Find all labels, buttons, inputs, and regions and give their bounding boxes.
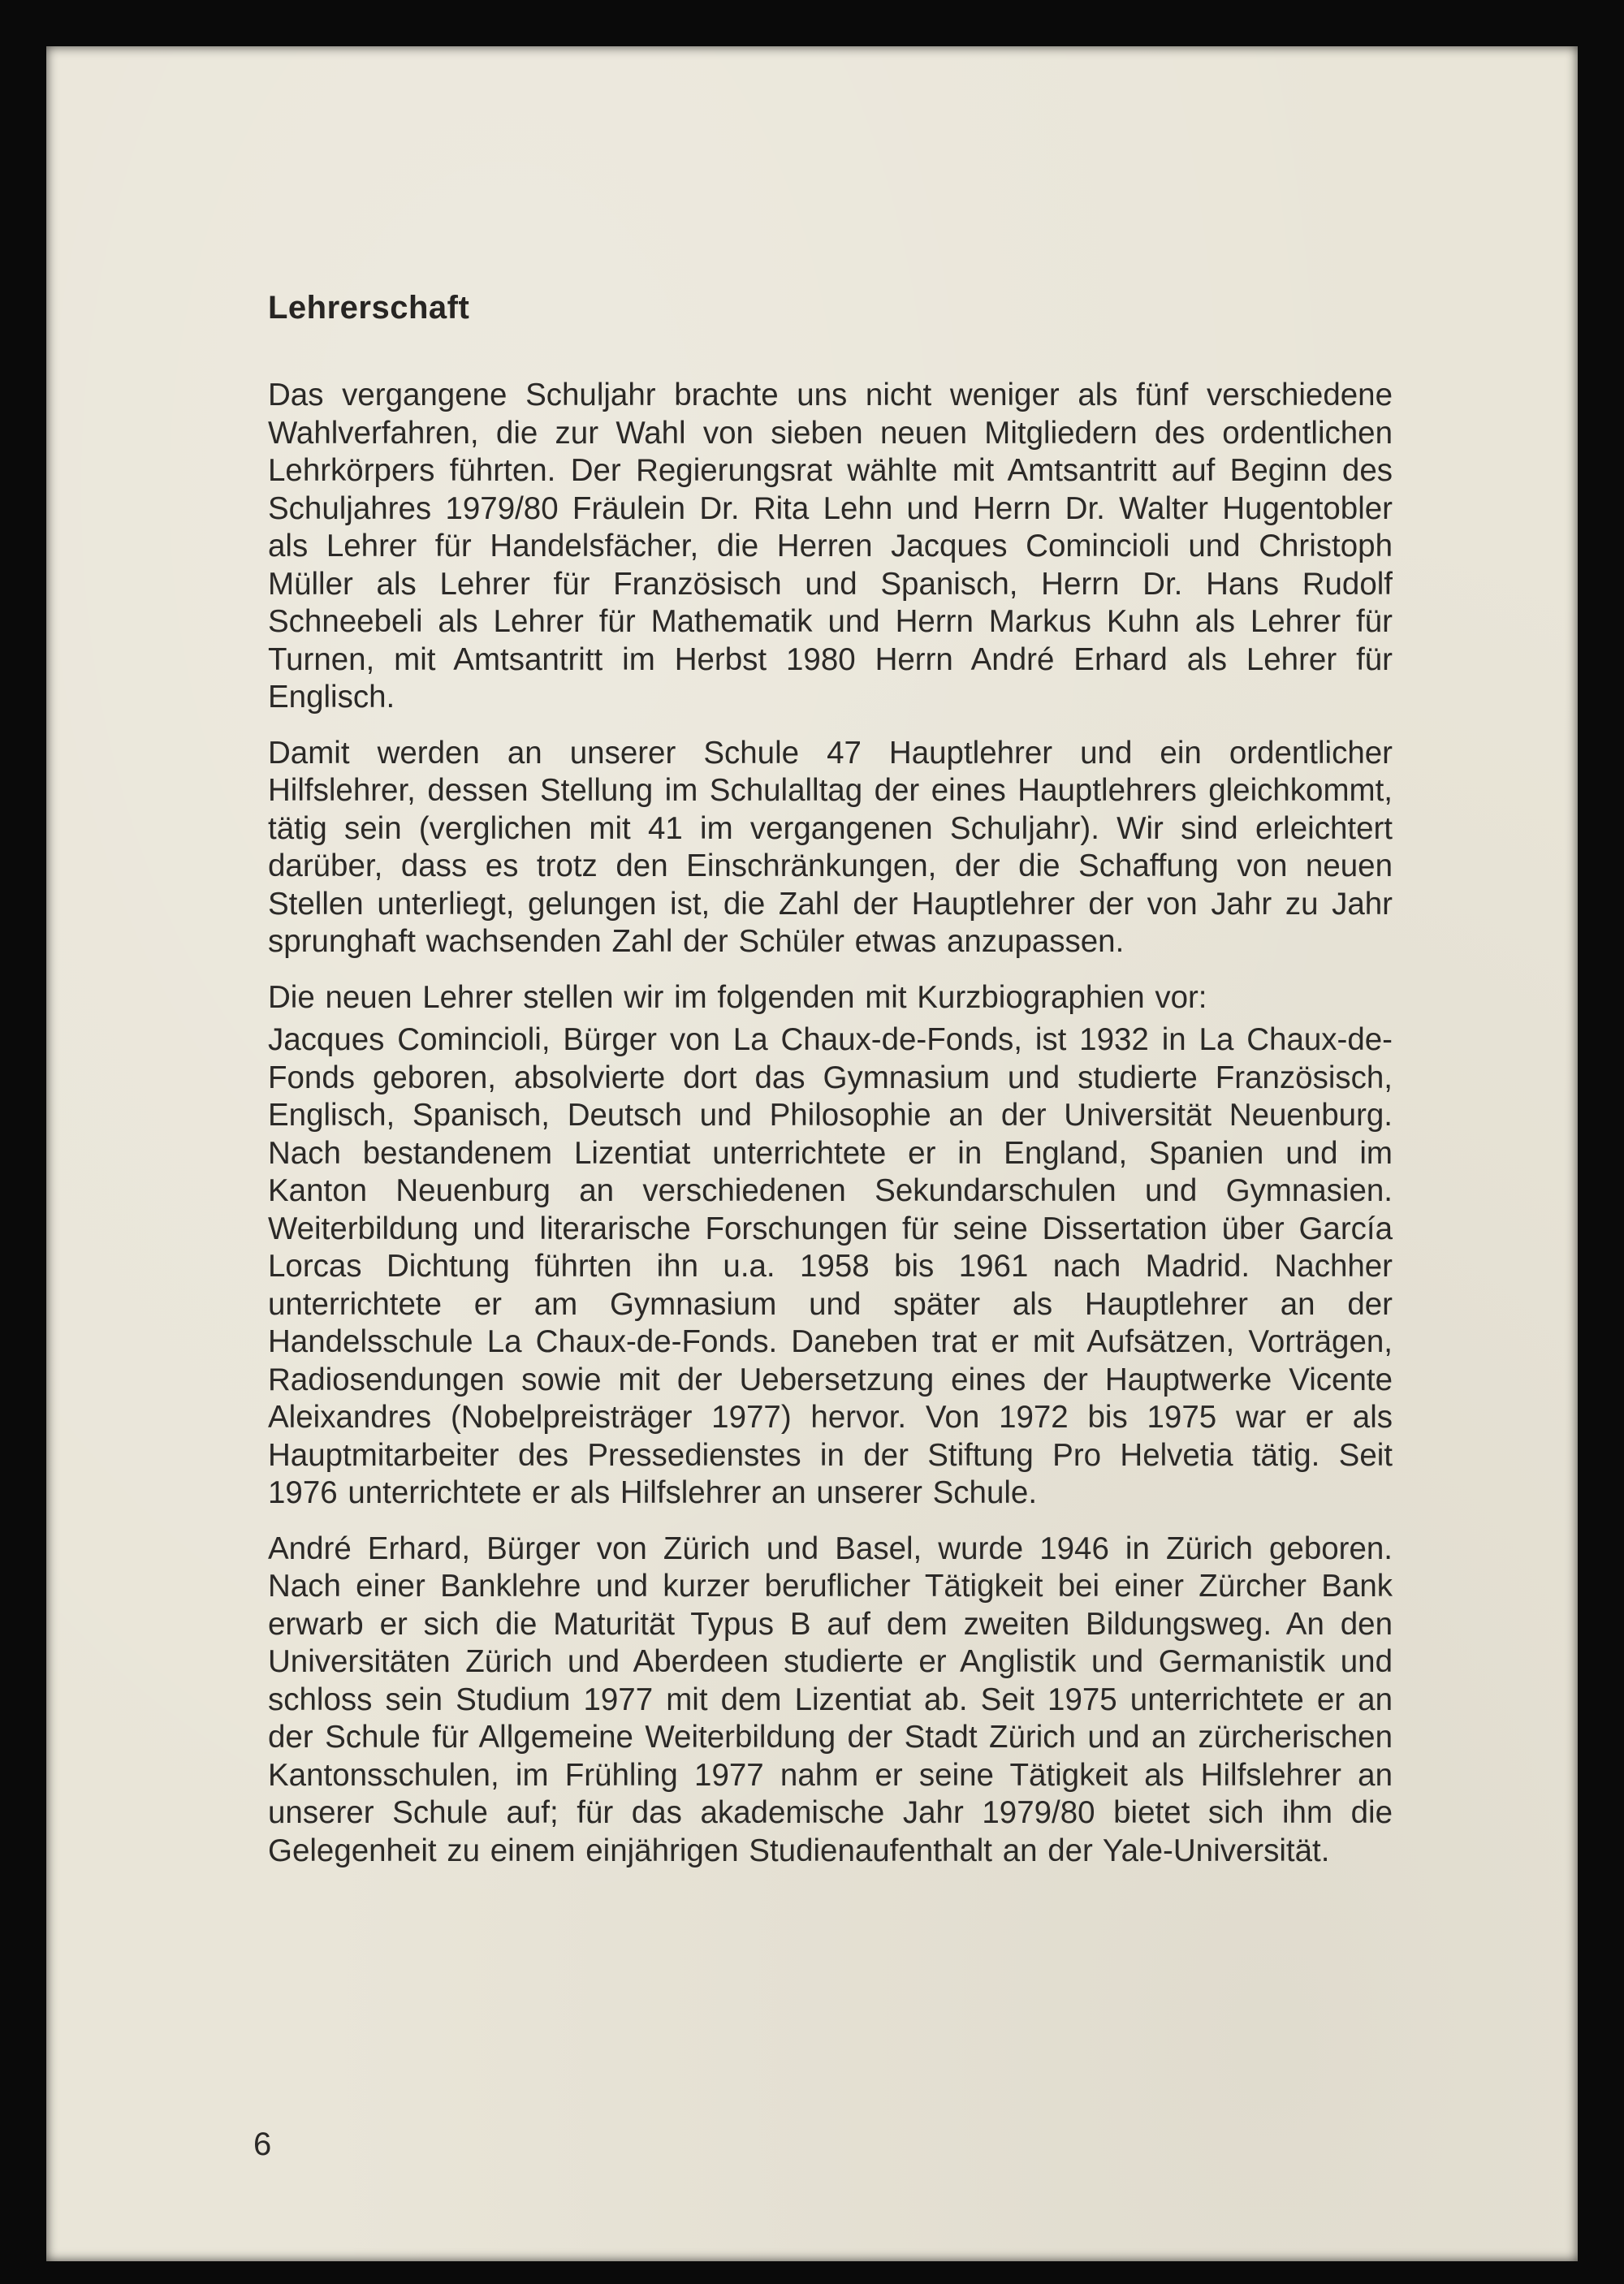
body-paragraph: André Erhard, Bürger von Zürich und Basel, wurde 1946 in Zürich geboren. Nach einer Banklehre und kurzer beruflicher Tätigkeit bei einer Zürcher Bank erwarb er sich die Maturität Typus B auf dem zweiten Bildungsweg. An den Universitäten Zürich und Aberdeen studierte er Anglistik und Germanistik und schloss sein Studium 1977 mit dem Lizentiat ab. Seit 1975 unterrichtete er an der Schule für Allgemeine Weiterbildung der Stadt Zürich und an zürcherischen Kantonsschulen, im Frühling 1977 nahm er seine Tätigkeit als Hilfslehrer an unserer Schule auf; für das akademische Jahr 1979/80 bietet sich ihm die Gelegenheit zu einem einjährigen Studienaufenthalt an der Yale-Universität. <box>268 1531 1393 1868</box>
body-paragraph: Das vergangene Schuljahr brachte uns nicht weniger als fünf verschiedene Wahlverfahren, die zur Wahl von sieben neuen Mitgliedern des ordentlichen Lehrkörpers führten. Der Regierungsrat wählte mit Amtsantritt auf Beginn des Schuljahres 1979/80 Fräulein Dr. Rita Lehn und Herrn Dr. Walter Hugentobler als Lehrer für Handelsfächer, die Herren Jacques Comincioli und Christoph Müller als Lehrer für Französisch und Spanisch, Herrn Dr. Hans Rudolf Schneebeli als Lehrer für Mathematik und Herrn Markus Kuhn als Lehrer für Turnen, mit Amtsantritt im Herbst 1980 Herrn André Erhard als Lehrer für Englisch. <box>268 378 1393 715</box>
page-heading: Lehrerschaft <box>268 290 470 326</box>
document-page <box>46 46 1578 2261</box>
body-paragraph: Damit werden an unserer Schule 47 Hauptlehrer und ein ordentlicher Hilfslehrer, dessen Stellung im Schulalltag der eines Hauptlehrers gleichkommt, tätig sein (verglichen mit 41 im vergangenen Schuljahr). Wir sind erleichtert darüber, dass es trotz den Einschränkungen, der die Schaffung von neuen Stellen unterliegt, gelungen ist, die Zahl der Hauptlehrer der von Jahr zu Jahr sprunghaft wachsenden Zahl der Schüler etwas anzupassen. <box>268 735 1393 959</box>
body-paragraph: Die neuen Lehrer stellen wir im folgenden mit Kurzbiographien vor: <box>268 979 1207 1015</box>
text-column <box>268 290 1393 1888</box>
body-paragraph: Jacques Comincioli, Bürger von La Chaux-de-Fonds, ist 1932 in La Chaux-de-Fonds geboren, absolvierte dort das Gymnasium und studierte Französisch, Englisch, Spanisch, Deutsch und Philosophie an der Universität Neuenburg. Nach bestandenem Lizentiat unterrichtete er in England, Spanien und im Kanton Neuenburg an verschiedenen Sekundarschulen und Gymnasien. Weiterbildung und literarische Forschungen für seine Dissertation über García Lorcas Dichtung führten ihn u.a. 1958 bis 1961 nach Madrid. Nachher unterrichtete er am Gymnasium und später als Hauptlehrer an der Handelsschule La Chaux-de-Fonds. Daneben trat er mit Aufsätzen, Vorträgen, Radiosendungen sowie mit der Uebersetzung eines der Hauptwerke Vicente Aleixandres (Nobelpreisträger 1977) hervor. Von 1972 bis 1975 war er als Hauptmitarbeiter des Pressedienstes in der Stiftung Pro Helvetia tätig. Seit 1976 unterrichtete er als Hilfslehrer an unserer Schule. <box>268 1022 1393 1510</box>
page-number: 6 <box>253 2126 272 2162</box>
